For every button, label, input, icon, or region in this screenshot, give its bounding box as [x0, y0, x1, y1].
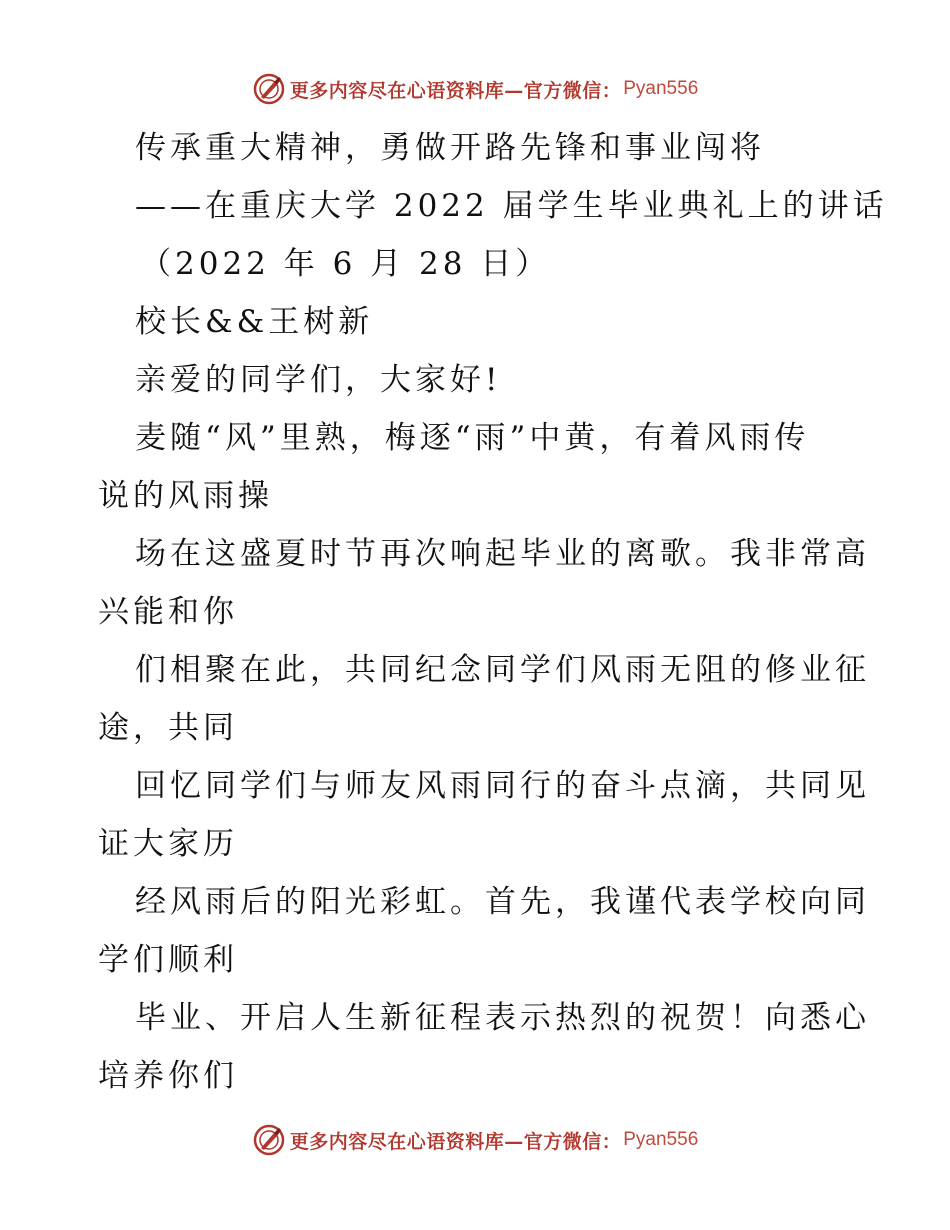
paragraph-line: 兴能和你: [98, 594, 238, 630]
paragraph-line: 场在这盛夏时节再次响起毕业的离歌。我非常高: [135, 536, 870, 572]
paragraph-line: 说的风雨操: [98, 478, 273, 514]
watermark-text: 更多内容尽在心语资料库—官方微信：: [289, 1130, 622, 1153]
paragraph-line: 麦随“风”里熟，梅逐“雨”中黄，有着风雨传: [135, 420, 810, 456]
footer-watermark: [0, 1122, 950, 1158]
paragraph-line: 途，共同: [98, 710, 238, 746]
document-author: 校长&&王树新: [135, 304, 374, 340]
paragraph-line: 们相聚在此，共同纪念同学们风雨无阻的修业征: [135, 652, 870, 688]
document-title: 传承重大精神，勇做开路先锋和事业闯将: [135, 130, 765, 166]
document-date: （2022 年 6 月 28 日）: [140, 246, 551, 282]
pen-circle-logo-icon: [252, 1123, 286, 1157]
document-subtitle: ——在重庆大学 2022 届学生毕业典礼上的讲话: [135, 188, 888, 224]
watermark-handle: Pyan556: [623, 1129, 699, 1150]
paragraph-line: 回忆同学们与师友风雨同行的奋斗点滴，共同见: [135, 768, 870, 804]
paragraph-line: 学们顺利: [98, 942, 238, 978]
paragraph-line: 培养你们: [98, 1058, 238, 1094]
watermark-text: 更多内容尽在心语资料库—官方微信：: [289, 79, 622, 102]
paragraph-line: 经风雨后的阳光彩虹。首先，我谨代表学校向同: [135, 884, 870, 920]
paragraph-line: 证大家历: [98, 826, 238, 862]
pen-circle-logo-icon: [252, 72, 286, 106]
paragraph-line: 毕业、开启人生新征程表示热烈的祝贺！向悉心: [135, 1000, 870, 1036]
watermark-handle: Pyan556: [623, 78, 699, 99]
header-watermark: [0, 71, 950, 107]
document-greeting: 亲爱的同学们，大家好!: [135, 362, 502, 398]
